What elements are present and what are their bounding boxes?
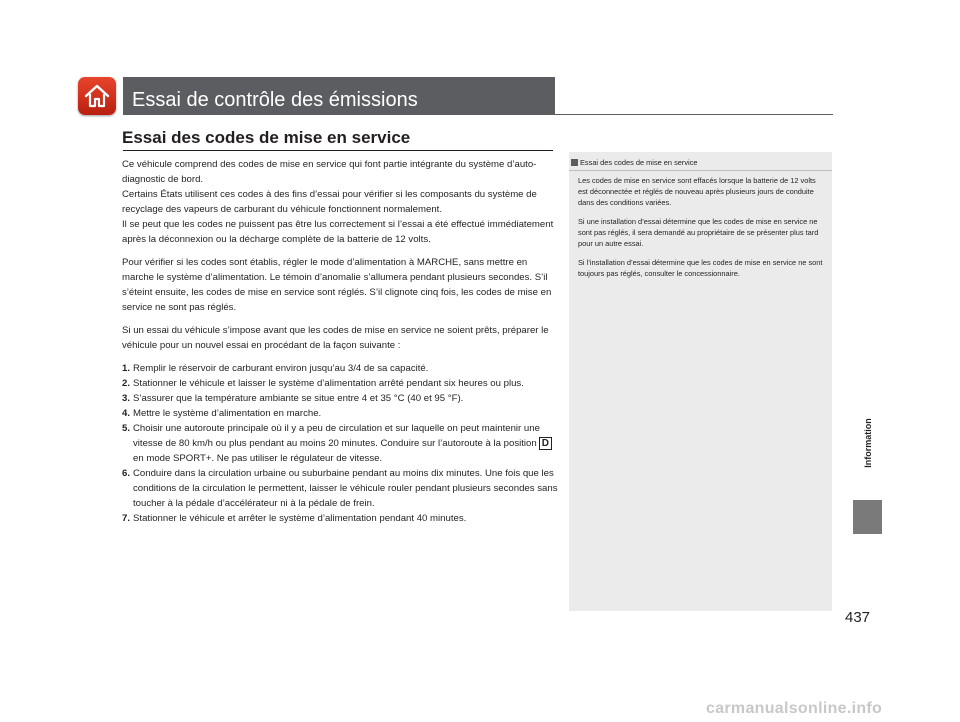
page-number: 437 [845, 609, 871, 626]
chapter-tab-marker[interactable] [853, 500, 882, 534]
home-icon [83, 82, 111, 110]
step-number: 6. [122, 468, 131, 479]
list-item [122, 421, 558, 466]
step-text: Stationner le véhicule et laisser le système d’alimentation arrêté pendant six heures ou plus. [133, 378, 524, 389]
list-item [122, 466, 558, 511]
intro-block [122, 157, 558, 247]
step-number: 7. [122, 513, 131, 524]
note-marker-icon [571, 159, 578, 166]
step-text: Stationner le véhicule et arrêter le système d’alimentation pendant 40 minutes. [133, 513, 467, 524]
paragraph: Il se peut que les codes ne puissent pas être lus correctement si l’essai a été effectué immédiatement après la déconnexion ou la décharge complète de la batterie de 12 volts. [122, 219, 554, 245]
watermark: carmanualsonline.info [706, 700, 883, 717]
step-number: 3. [122, 393, 131, 404]
chapter-divider [123, 114, 833, 115]
chapter-tab-text: Information [862, 418, 873, 468]
section-title: Essai des codes de mise en service [122, 128, 411, 147]
chapter-title: Essai de contrôle des émissions [123, 77, 555, 115]
step-text: S’assurer que la température ambiante se situe entre 4 et 35 °C (40 et 95 °F). [133, 393, 464, 404]
paragraph: Ce véhicule comprend des codes de mise en service qui font partie intégrante du système d’auto-diagnostic de bord. [122, 159, 537, 185]
step-number: 4. [122, 408, 131, 419]
step-number: 1. [122, 363, 131, 374]
list-item [122, 376, 558, 391]
step-text: Mettre le système d’alimentation en marche. [133, 408, 322, 419]
step-text: Choisir une autoroute principale où il y a peu de circulation et sur laquelle on peut maintenir une vitesse de 80 km/h ou plus pendant au moins 20 minutes. Conduire sur l’autoroute à la position [133, 423, 540, 449]
gear-position-badge: D [539, 437, 552, 450]
paragraph: Certains États utilisent ces codes à des fins d’essai pour vérifier si les composants du système de recyclage des vapeurs de carburant du véhicule fonctionnent normalement. [122, 189, 537, 215]
paragraph: Les codes de mise en service sont effacés lorsque la batterie de 12 volts est déconnectée et réglés de nouveau après plusieurs jours de conduite dans des conditions variées. [578, 176, 816, 207]
sidebar-note-heading [569, 157, 832, 169]
section-divider [123, 150, 553, 151]
sidebar-note-divider [569, 170, 832, 171]
chapter-tab-label[interactable] [853, 388, 882, 498]
steps-list [122, 361, 558, 526]
list-item [122, 361, 558, 376]
step-number: 2. [122, 378, 131, 389]
sidebar-note-body [578, 175, 826, 287]
paragraph: Si un essai du véhicule s’impose avant que les codes de mise en service ne soient prêts, préparer le véhicule pour un nouvel essai en procédant de la façon suivante : [122, 325, 549, 351]
home-button[interactable] [78, 77, 116, 115]
paragraph: Si une installation d’essai détermine que les codes de mise en service ne sont pas réglés, il sera demandé au propriétaire de se présenter plus tard pour un autre essai. [578, 217, 819, 248]
list-item [122, 406, 558, 421]
list-item [122, 391, 558, 406]
step-number: 5. [122, 423, 131, 434]
step-text: Conduire dans la circulation urbaine ou suburbaine pendant au moins dix minutes. Une fois que les conditions de la circulation le permettent, laisser le véhicule rouler pendant plusieurs secondes sans toucher à la pédale d’accélérateur ni à la pédale de frein. [133, 468, 558, 509]
paragraph: Si l’installation d’essai détermine que les codes de mise en service ne sont toujours pas réglés, consulter le concessionnaire. [578, 258, 823, 278]
step-text: en mode SPORT+. Ne pas utiliser le régulateur de vitesse. [133, 453, 383, 464]
step-text: Remplir le réservoir de carburant environ jusqu’au 3/4 de sa capacité. [133, 363, 429, 374]
paragraph: Pour vérifier si les codes sont établis, régler le mode d’alimentation à MARCHE, sans mettre en marche le système d’alimentation. Le témoin d’anomalie s’allumera pendant plusieurs secondes. S’il s’éteint ensuite, les codes de mise en service sont réglés. S’il clignote cinq fois, les codes de mise en service ne sont pas réglés. [122, 257, 552, 313]
sidebar-note [569, 152, 832, 611]
sidebar-note-title: Essai des codes de mise en service [580, 158, 698, 167]
list-item [122, 511, 558, 526]
main-body [122, 157, 558, 526]
